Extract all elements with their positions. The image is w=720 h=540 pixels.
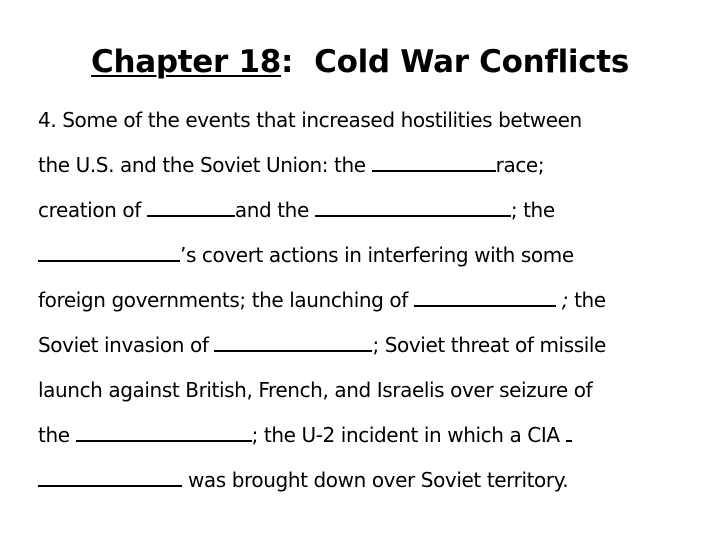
slide-title: [0, 44, 720, 80]
text-line-3: [38, 198, 555, 222]
chapter-label: Chapter 18: [91, 44, 282, 80]
line-7-text: launch against British, French, and Israelis over seizure of: [38, 378, 593, 402]
blank-invasion: [214, 349, 372, 352]
blank-seizure: [76, 439, 252, 442]
line-5-semicolon: ;: [555, 288, 569, 312]
line-5-text-c: the: [568, 288, 606, 312]
line-8-text-a: the: [38, 423, 76, 447]
blank-creation: [147, 214, 235, 217]
text-line-4: [38, 243, 574, 267]
line-2-text-a: the U.S. and the Soviet Union: the: [38, 153, 372, 177]
text-line-9: [38, 468, 568, 492]
blank-agency: [38, 259, 180, 262]
line-2-text-b: race;: [495, 153, 545, 177]
text-line-8: [38, 423, 572, 447]
line-1-text: 4. Some of the events that increased hostilities between: [38, 108, 582, 132]
title-subject: Cold War Conflicts: [314, 44, 629, 80]
blank-organization: [315, 214, 511, 217]
line-4-text-a: ’s covert actions in interfering with some: [180, 243, 574, 267]
blank-cia-start: [566, 439, 572, 442]
line-3-text-a: creation of: [38, 198, 147, 222]
text-line-1: [38, 108, 582, 132]
line-6-text-b: ; Soviet threat of missile: [372, 333, 606, 357]
text-line-2: [38, 153, 544, 177]
text-line-7: [38, 378, 592, 402]
text-line-5: [38, 288, 606, 312]
line-3-text-b: and the: [234, 198, 315, 222]
text-line-6: [38, 333, 606, 357]
blank-cia: [38, 484, 182, 487]
blank-launching: [414, 304, 556, 307]
line-8-text-b: ; the U-2 incident in which a CIA: [251, 423, 566, 447]
blank-race: [372, 169, 496, 172]
line-5-text-a: foreign governments; the launching of: [38, 288, 414, 312]
title-colon: :: [281, 44, 294, 80]
line-9-text-a: was brought down over Soviet territory.: [182, 468, 569, 492]
line-6-text-a: Soviet invasion of: [38, 333, 215, 357]
line-3-text-c: ; the: [510, 198, 555, 222]
